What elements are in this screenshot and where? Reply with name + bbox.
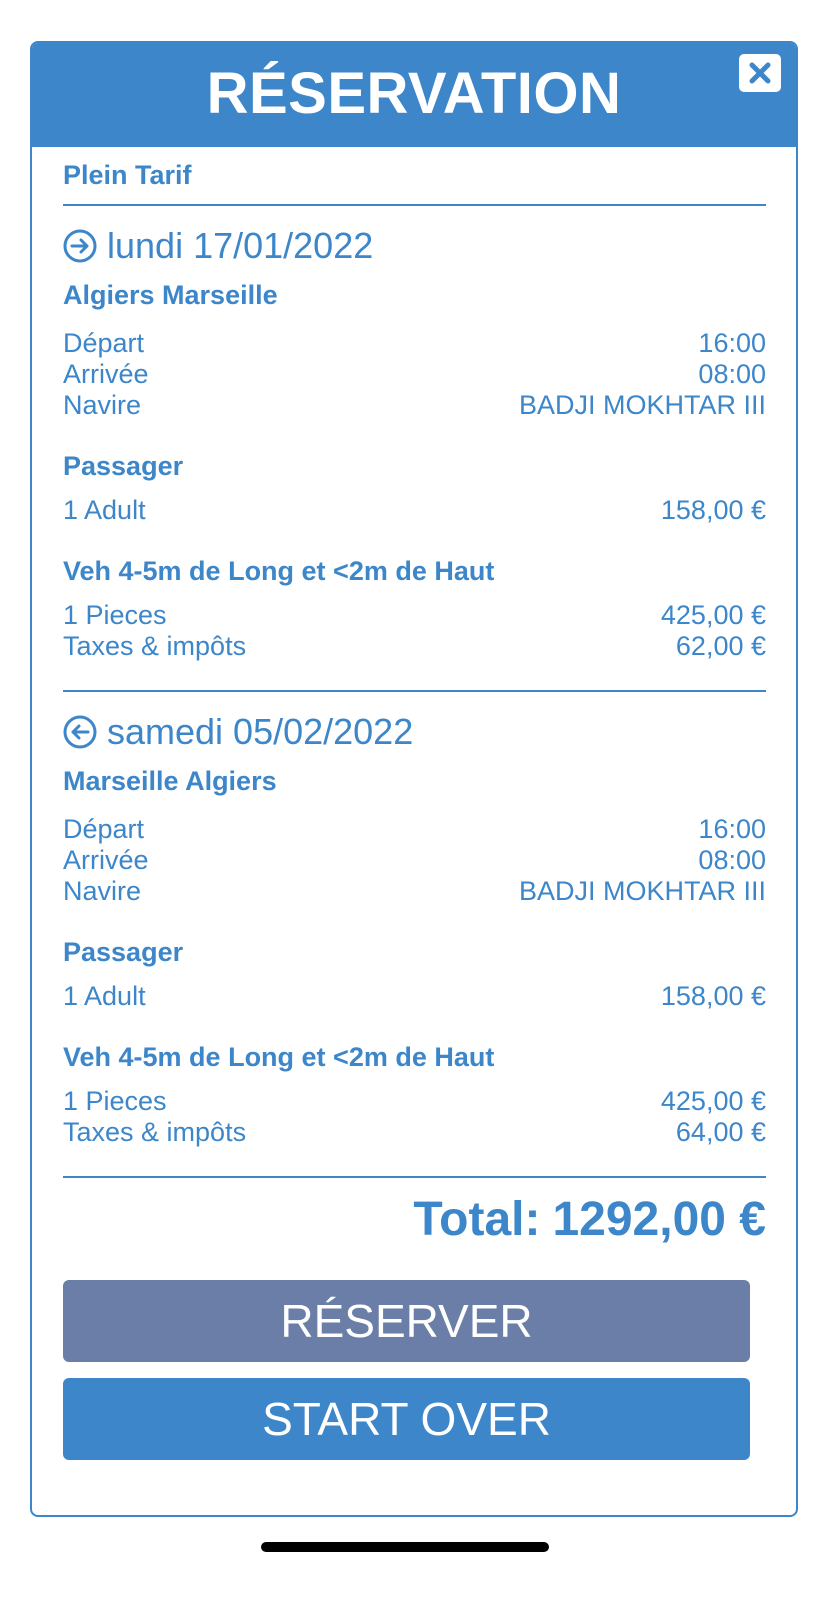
tarif-label: Plein Tarif — [63, 160, 192, 190]
leg-date: samedi 05/02/2022 — [107, 711, 414, 752]
row-label: Arrivée — [63, 845, 149, 875]
row-value: 62,00 € — [675, 631, 766, 661]
row-label: Taxes & impôts — [63, 1117, 247, 1147]
passenger-title: Passager — [63, 451, 184, 481]
row-label: 1 Pieces — [63, 600, 167, 630]
divider — [63, 690, 766, 692]
row-label: Navire — [63, 876, 142, 906]
close-button[interactable] — [739, 54, 781, 92]
row-value: 425,00 € — [660, 1086, 766, 1116]
close-icon — [748, 61, 772, 85]
taxes-row — [63, 631, 766, 662]
divider — [63, 1176, 766, 1178]
row-value: 08:00 — [698, 359, 766, 389]
route-title: Algiers Marseille — [63, 280, 278, 310]
total-value: 1292,00 € — [552, 1193, 766, 1246]
route-title: Marseille Algiers — [63, 766, 277, 796]
row-value: 16:00 — [698, 814, 766, 844]
row-value: 64,00 € — [675, 1117, 766, 1147]
arrival-row — [63, 845, 766, 876]
modal-title: RÉSERVATION — [206, 60, 622, 126]
row-label: 1 Adult — [63, 495, 146, 525]
total-label: Total: — [413, 1193, 541, 1246]
row-value: 425,00 € — [660, 600, 766, 630]
arrow-right-circle-icon — [63, 229, 97, 263]
row-label: Départ — [63, 328, 145, 358]
total-row — [63, 1192, 766, 1254]
row-value: BADJI MOKHTAR III — [518, 390, 766, 420]
passenger-row — [63, 981, 766, 1012]
row-label: 1 Pieces — [63, 1086, 167, 1116]
divider — [63, 204, 766, 206]
ship-row — [63, 876, 766, 907]
vehicle-title: Veh 4-5m de Long et <2m de Haut — [63, 1042, 495, 1072]
reserve-button[interactable]: RÉSERVER — [63, 1280, 750, 1362]
reservation-modal — [30, 41, 798, 1517]
departure-row — [63, 814, 766, 845]
row-value: BADJI MOKHTAR III — [518, 876, 766, 906]
reservation-content — [32, 147, 796, 1460]
vehicle-row — [63, 1086, 766, 1117]
passenger-title: Passager — [63, 937, 184, 967]
arrow-left-circle-icon — [63, 715, 97, 749]
departure-row — [63, 328, 766, 359]
vehicle-row — [63, 600, 766, 631]
leg-outbound — [63, 226, 766, 690]
passenger-row — [63, 495, 766, 526]
row-value: 08:00 — [698, 845, 766, 875]
taxes-row — [63, 1117, 766, 1148]
row-value: 16:00 — [698, 328, 766, 358]
row-label: Arrivée — [63, 359, 149, 389]
vehicle-title: Veh 4-5m de Long et <2m de Haut — [63, 556, 495, 586]
row-value: 158,00 € — [660, 981, 766, 1011]
row-value: 158,00 € — [660, 495, 766, 525]
row-label: 1 Adult — [63, 981, 146, 1011]
modal-header — [32, 43, 796, 147]
leg-return — [63, 712, 766, 1176]
leg-date: lundi 17/01/2022 — [107, 225, 374, 266]
start-over-button[interactable]: START OVER — [63, 1378, 750, 1460]
ship-row — [63, 390, 766, 421]
row-label: Navire — [63, 390, 142, 420]
row-label: Départ — [63, 814, 145, 844]
home-indicator — [261, 1542, 549, 1552]
row-label: Taxes & impôts — [63, 631, 247, 661]
arrival-row — [63, 359, 766, 390]
